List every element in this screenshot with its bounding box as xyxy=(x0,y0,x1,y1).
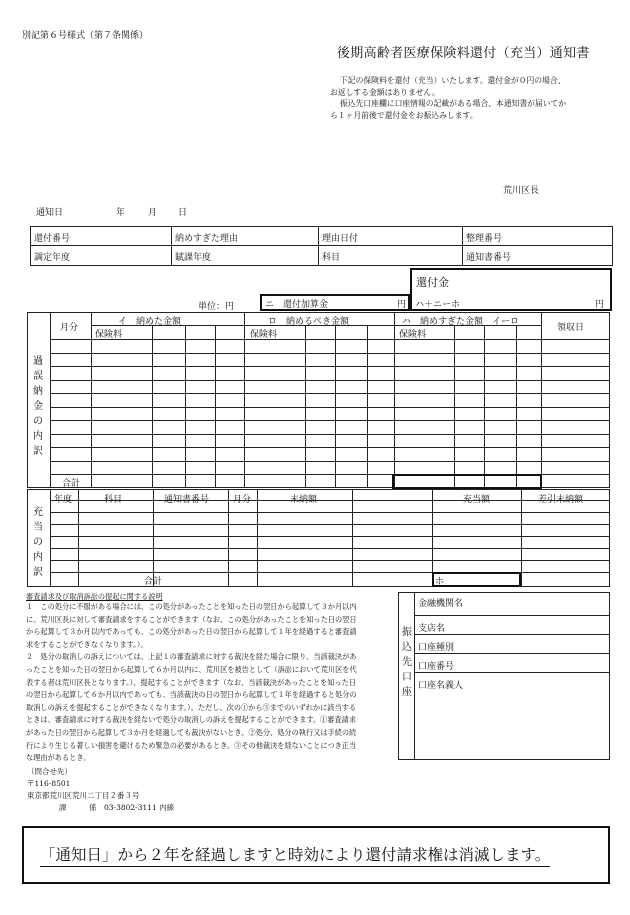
unit-label: 単位：円 xyxy=(198,302,235,312)
grid-line xyxy=(50,572,610,573)
overpayment-total-label: 合計 xyxy=(62,479,81,489)
premium-header: 保険料 xyxy=(250,330,278,340)
refund-number-label: 還付番号 xyxy=(34,234,71,244)
intro-line: 下記の保険料を還付（充当）いたします。還付金が０円の場合、 xyxy=(340,76,566,85)
allocation-total-label: 合計 xyxy=(144,577,163,587)
grid-line xyxy=(50,536,610,537)
phone: 課 係 03-3802-3111 内線 xyxy=(59,803,175,812)
subject-label: 科目 xyxy=(322,253,341,263)
paid-amount-header: イ 納めた金額 xyxy=(118,317,182,327)
grid-line xyxy=(50,380,610,381)
due-amount-header: ロ 納めるべき金額 xyxy=(268,317,350,327)
contact-label: （問合せ先） xyxy=(27,767,72,776)
appeal-text: １ この処分に不服がある場合には、この処分があったことを知った日の翌日から起算して３か月以内 に、荒川区長に対して審査請求をすることができます（なお、この処分があったことを知った日の翌日 から起算して３か月以内であっても、この処分があった日の翌日から起算して１年を経過すると審査請 求をすることができなくなります。）。 ２ 処分の取消しの訴えについては、上記１の審査請求に対する裁決を経た場合に限り、当該裁決があ ったことを知った日の翌日から起算して６か月以内に、荒川区を被告として（訴訟において荒川区を代 表する者は荒川区長となります。）、提起することができます（なお、当該裁決があったことを知った日 の翌日から起算して６か月以内であっても、当該裁決の日の翌日から起算して１年を経過すると処分の 取消しの訴えを提起することができなくなります。）。ただし、次の①から③までのいずれかに該当する ときは、審査請求に対する裁決を経ないで処分の取消しの訴えを提起することができます。①審査請求 があった日の翌日から起算して３か月を経過しても裁決がないとき。②処分、処分の執行又は手続の続 行により生じる著しい損害を避けるため緊急の必要があるとき。③その他裁決を経ないことにつき正当 な理由があるとき。 xyxy=(26,602,357,763)
bank-side-label: 振 込 先 口 座 xyxy=(402,627,412,698)
grid-line xyxy=(50,434,610,435)
form-id: 別記第６号様式（第７条関係） xyxy=(22,31,149,41)
address: 東京都荒川区荒川二丁目２番３号 xyxy=(27,791,140,800)
grid-line xyxy=(50,393,610,394)
reference-number-label: 整理番号 xyxy=(466,234,503,244)
overpay-reason-label: 納めすぎた理由 xyxy=(175,234,239,244)
refund-formula: ハ＋ニーホ xyxy=(415,300,461,310)
overpaid-amount-header: ハ 納めすぎた金額 イーロ xyxy=(402,317,520,327)
bank-name-label: 金融機関名 xyxy=(418,599,464,609)
account-holder-label: 口座名義人 xyxy=(418,681,464,691)
allocated-total-box xyxy=(432,572,521,587)
year-label: 年 xyxy=(116,208,126,218)
receipt-date-header: 領収日 xyxy=(557,323,585,333)
bank-account-box xyxy=(398,592,610,760)
allocation-header-year: 年度 xyxy=(54,495,73,505)
grid-line xyxy=(50,447,610,448)
allocation-header-month: 月分 xyxy=(233,495,252,505)
allocation-side-label: 充 当 の 内 訳 xyxy=(33,507,43,578)
overpayment-side-label: 過 誤 納 金 の 内 訳 xyxy=(33,356,43,457)
intro-text xyxy=(330,75,566,121)
allocation-header-subject: 科目 xyxy=(104,495,123,505)
grid-line xyxy=(50,366,610,367)
grid-line xyxy=(50,339,610,340)
grid-line xyxy=(50,500,610,501)
premium-header: 保険料 xyxy=(399,330,427,340)
postal-code: 〒116-8501 xyxy=(27,779,71,788)
intro-line: お返しする金額はありません。 xyxy=(330,87,440,97)
ho-label: ホ xyxy=(435,577,445,587)
contact-block xyxy=(27,766,174,814)
grid-line xyxy=(50,407,610,408)
refund-title: 還付金 xyxy=(416,276,449,289)
grid-line xyxy=(50,548,610,549)
grid-line xyxy=(50,560,610,561)
premium-header: 保険料 xyxy=(95,330,123,340)
notice-number-label: 通知書番号 xyxy=(466,253,512,263)
grid-line xyxy=(50,524,610,525)
overpaid-total-box xyxy=(392,474,542,489)
intro-line: 振込先口座欄に口座情報の記載がある場合、本通知書が届いてか xyxy=(340,99,567,108)
document-title: 後期高齢者医療保険料還付（充当）通知書 xyxy=(337,46,590,61)
additional-unit: 円 xyxy=(397,300,407,310)
allocation-header-unpaid: 未納額 xyxy=(290,495,318,505)
expiry-notice: 「通知日」から２年を経過しますと時効により還付請求権は消滅します。 xyxy=(40,843,550,867)
month-column-header: 月分 xyxy=(60,323,79,333)
branch-name-label: 支店名 xyxy=(418,624,446,634)
grid-line xyxy=(50,512,610,513)
day-label: 日 xyxy=(178,208,188,218)
appeal-heading: 審査請求及び取消訴訟の提起に関する説明 xyxy=(26,592,163,601)
additional-label: ニ 還付加算金 xyxy=(265,300,329,310)
assessment-year-label: 調定年度 xyxy=(34,253,71,263)
notice-date-label: 通知日 xyxy=(36,208,64,218)
account-type-label: 口座種別 xyxy=(418,643,455,653)
refund-unit: 円 xyxy=(595,300,605,310)
month-label: 月 xyxy=(148,208,158,218)
allocation-header-balance: 差引未納額 xyxy=(538,495,584,505)
issuer: 荒川区長 xyxy=(503,186,540,196)
account-number-label: 口座番号 xyxy=(418,662,455,672)
grid-line xyxy=(50,353,610,354)
reason-date-label: 理由日付 xyxy=(322,234,359,244)
grid-line xyxy=(50,461,610,462)
allocation-header-notice-number: 通知書番号 xyxy=(164,495,210,505)
allocation-header-allocated: 充当額 xyxy=(463,495,491,505)
grid-line xyxy=(50,420,610,421)
levy-year-label: 賦課年度 xyxy=(175,253,212,263)
intro-line: ら１ヶ月前後で還付金をお振込みします。 xyxy=(330,110,478,120)
